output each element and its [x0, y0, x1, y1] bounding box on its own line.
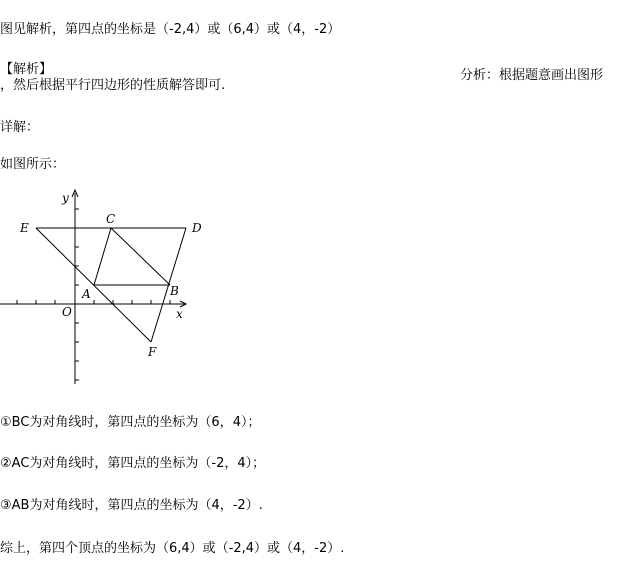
detail-label: 详解：	[0, 120, 40, 135]
case-2: ②AC为对角线时，第四点的坐标为（-2，4）；	[0, 456, 266, 471]
answer-line: 图见解析，第四点的坐标是（-2,4）或（6,4）或（4，-2）	[0, 22, 341, 37]
segment-cb	[111, 228, 170, 285]
label-e: E	[20, 221, 29, 235]
y-axis-ticks	[75, 209, 79, 380]
analysis-continuation: ，然后根据平行四边形的性质解答即可.	[0, 78, 226, 93]
section-header: 【解析】	[0, 62, 53, 77]
case-1: ①BC为对角线时，第四点的坐标为（6，4）；	[0, 415, 261, 430]
figure-label: 如图所示：	[0, 157, 66, 172]
label-c: C	[106, 212, 116, 226]
conclusion: 综上，第四个顶点的坐标为（6,4）或（-2,4）或（4，-2）.	[0, 541, 345, 556]
label-x: x	[176, 307, 183, 321]
label-b: B	[170, 284, 179, 298]
x-axis-ticks	[17, 300, 170, 304]
label-o: O	[62, 305, 72, 319]
label-d: D	[192, 221, 202, 235]
parallelogram-figure	[0, 185, 220, 390]
case-3: ③AB为对角线时，第四点的坐标为（4，-2）.	[0, 498, 263, 513]
label-f: F	[148, 345, 157, 359]
segment-ac	[94, 228, 111, 285]
label-a: A	[82, 287, 91, 301]
analysis-right: 分析：根据题意画出图形	[460, 68, 604, 83]
label-y: y	[62, 191, 69, 205]
